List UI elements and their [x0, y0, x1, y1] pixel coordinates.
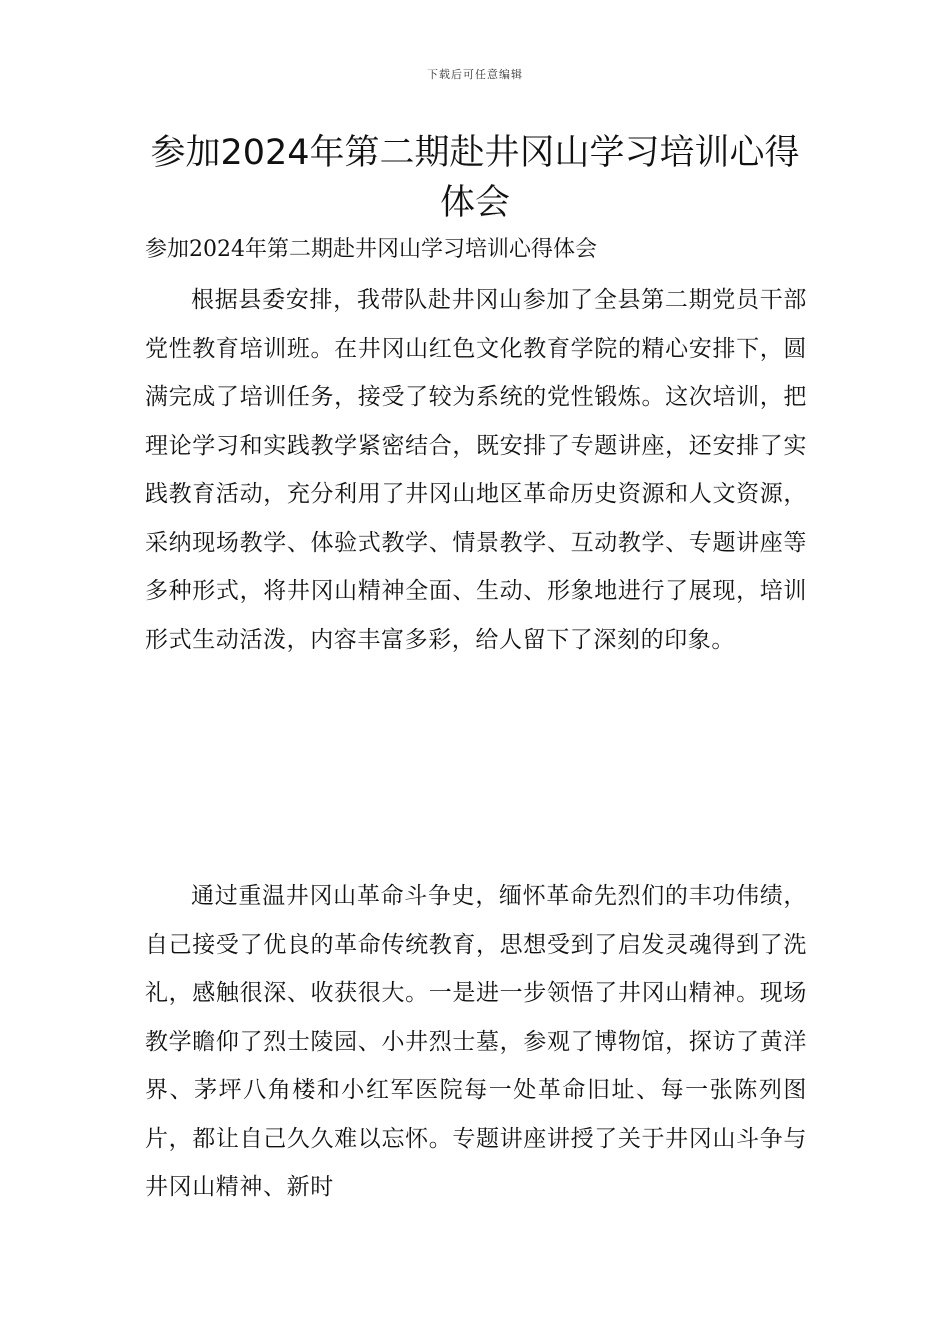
body-paragraph-1: 根据县委安排，我带队赴井冈山参加了全县第二期党员干部党性教育培训班。在井冈山红色文化教育学院的精心安排下，圆满完成了培训任务，接受了较为系统的党性锻炼。这次培训，把理论学习和实践教学紧密结合，既安排了专题讲座，还安排了实践教育活动，充分利用了井冈山地区革命历史资源和人文资源，采纳现场教学、体验式教学、情景教学、互动教学、专题讲座等多种形式，将井冈山精神全面、生动、形象地进行了展现，培训形式生动活泼，内容丰富多彩，给人留下了深刻的印象。	[145, 287, 807, 653]
document-title: 参加2024年第二期赴井冈山学习培训心得体会	[150, 133, 800, 223]
header-note: 下载后可任意编辑	[427, 68, 523, 81]
document-subtitle: 参加2024年第二期赴井冈山学习培训心得体会	[145, 237, 597, 262]
body-paragraph-2: 通过重温井冈山革命斗争史，缅怀革命先烈们的丰功伟绩，自己接受了优良的革命传统教育，思想受到了启发灵魂得到了洗礼，感触很深、收获很大。一是进一步领悟了井冈山精神。现场教学瞻仰了烈士陵园、小井烈士墓，参观了博物馆，探访了黄洋界、茅坪八角楼和小红军医院每一处革命旧址、每一张陈列图片，都让自己久久难以忘怀。专题讲座讲授了关于井冈山斗争与井冈山精神、新时	[145, 883, 807, 1200]
